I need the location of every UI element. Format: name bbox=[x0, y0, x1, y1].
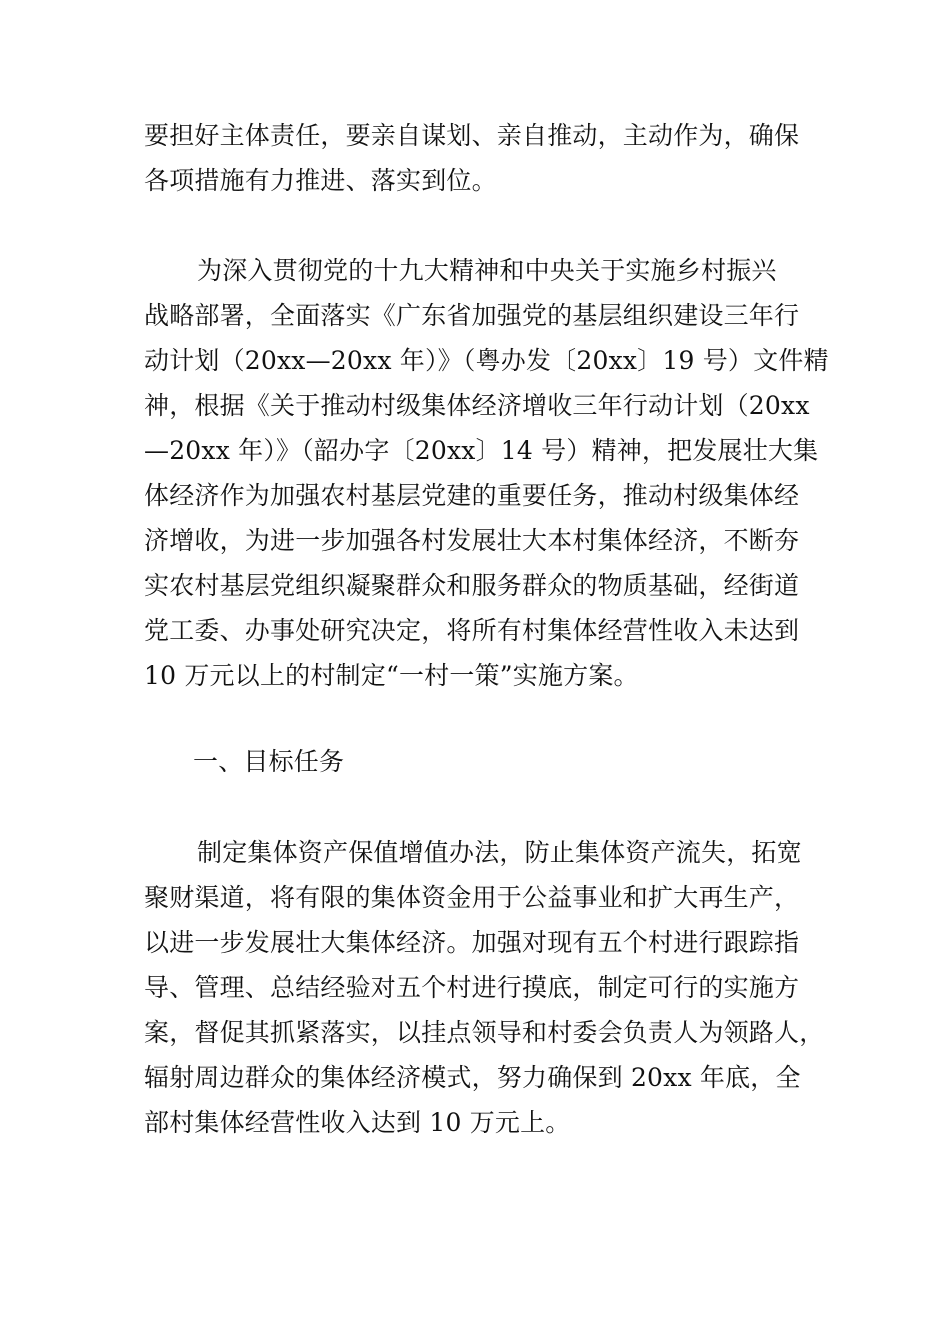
text-line: 体经济作为加强农村基层党建的重要任务，推动村级集体经 bbox=[144, 481, 800, 510]
text-line: 战略部署，全面落实《广东省加强党的基层组织建设三年行 bbox=[144, 301, 800, 330]
paragraph-target bbox=[144, 830, 824, 1145]
text-line: 要担好主体责任，要亲自谋划、亲自推动，主动作为，确保 bbox=[144, 121, 800, 150]
paragraph-continued bbox=[144, 113, 824, 203]
text-line: 动计划（20xx—20xx 年）》（粤办发〔20xx〕19 号）文件精 bbox=[144, 346, 829, 375]
text-line: —20xx 年）》（韶办字〔20xx〕14 号）精神，把发展壮大集 bbox=[144, 436, 819, 465]
text-line: 为深入贯彻党的十九大精神和中央关于实施乡村振兴 bbox=[197, 256, 777, 285]
text-line: 神，根据《关于推动村级集体经济增收三年行动计划（20xx bbox=[144, 391, 810, 420]
text-line: 党工委、办事处研究决定，将所有村集体经营性收入未达到 bbox=[144, 616, 800, 645]
text-line: 导、管理、总结经验对五个村进行摸底，制定可行的实施方 bbox=[144, 973, 800, 1002]
text-line: 以进一步发展壮大集体经济。加强对现有五个村进行跟踪指 bbox=[144, 928, 800, 957]
text-line: 各项措施有力推进、落实到位。 bbox=[144, 166, 497, 195]
text-line: 聚财渠道，将有限的集体资金用于公益事业和扩大再生产， bbox=[144, 883, 800, 912]
text-line: 济增收，为进一步加强各村发展壮大本村集体经济，不断夯 bbox=[144, 526, 800, 555]
heading-text: 一、目标任务 bbox=[193, 747, 345, 776]
text-line: 案，督促其抓紧落实，以挂点领导和村委会负责人为领路人， bbox=[144, 1018, 825, 1047]
paragraph-background bbox=[144, 248, 829, 698]
section-heading bbox=[144, 739, 824, 784]
text-line: 实农村基层党组织凝聚群众和服务群众的物质基础，经街道 bbox=[144, 571, 800, 600]
text-line: 10 万元以上的村制定“一村一策”实施方案。 bbox=[144, 661, 639, 690]
text-line: 辐射周边群众的集体经济模式，努力确保到 20xx 年底，全 bbox=[144, 1063, 801, 1092]
text-line: 部村集体经营性收入达到 10 万元上。 bbox=[144, 1108, 571, 1137]
text-line: 制定集体资产保值增值办法，防止集体资产流失，拓宽 bbox=[197, 838, 802, 867]
